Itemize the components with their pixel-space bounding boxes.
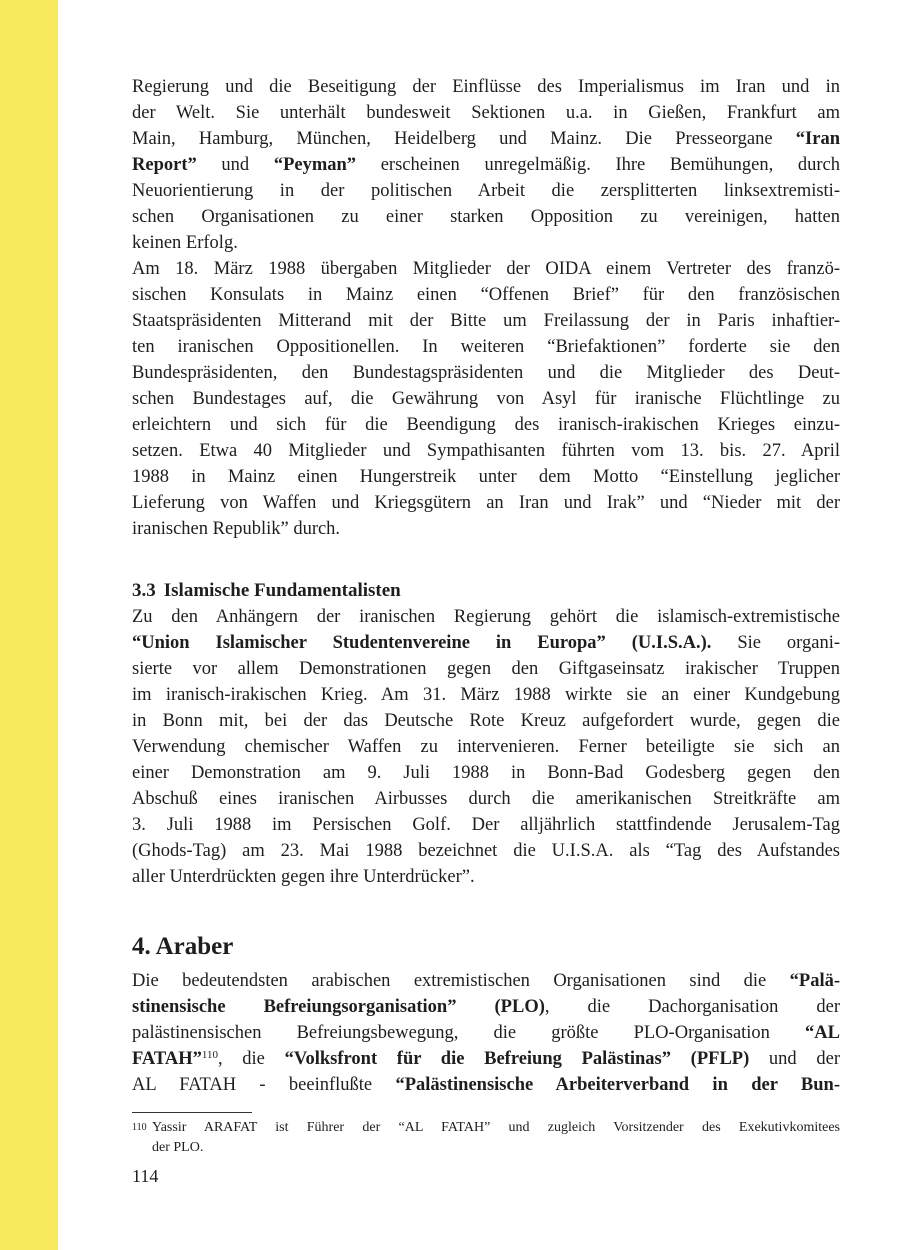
text: erleichtern und sich für die Beendigung des iranisch-irakischen Krieges einzu- xyxy=(132,415,840,435)
text-line xyxy=(132,656,840,682)
text: Zu den Anhängern der iranischen Regierung gehört die islamisch-extremistische xyxy=(132,607,840,627)
text-line xyxy=(132,230,840,256)
text: AL FATAH - beeinflußte xyxy=(132,1075,396,1095)
text: Abschuß eines iranischen Airbusses durch die amerikanischen Streitkräfte am xyxy=(132,789,840,809)
text-line xyxy=(132,682,840,708)
text: setzen. Etwa 40 Mitglieder und Sympathisanten führten vom 13. bis. 27. April xyxy=(132,441,840,461)
text-line xyxy=(132,334,840,360)
text: einer Demonstration am 9. Juli 1988 in Bonn-Bad Godesberg gegen den xyxy=(132,763,840,783)
text-line xyxy=(132,126,840,152)
bold-text: “Iran xyxy=(795,129,840,149)
text: schen Organisationen zu einer starken Opposition zu vereinigen, hatten xyxy=(132,207,840,227)
text-line xyxy=(132,812,840,838)
text: erscheinen unregelmäßig. Ihre Bemühungen, durch xyxy=(356,155,840,175)
text: in Bonn mit, bei der das Deutsche Rote Kreuz aufgefordert wurde, gegen die xyxy=(132,711,840,731)
footnote-line: Yassir ARAFAT ist Führer der “AL FATAH” und zugleich Vorsitzender des Exekutivkomitees xyxy=(152,1120,840,1135)
paragraph xyxy=(132,604,840,890)
text: aller Unterdrückten gegen ihre Unterdrücker”. xyxy=(132,867,475,887)
section-title: Islamische Fundamentalisten xyxy=(163,580,401,601)
text-line xyxy=(132,516,840,542)
text-line xyxy=(132,412,840,438)
text: im iranisch-irakischen Krieg. Am 31. März 1988 wirkte sie an einer Kundgebung xyxy=(132,685,840,705)
text: ten iranischen Oppositionellen. In weiteren “Briefaktionen” forderte sie den xyxy=(132,337,840,357)
text: (Ghods-Tag) am 23. Mai 1988 bezeichnet die U.I.S.A. als “Tag des Aufstandes xyxy=(132,841,840,861)
section-number: 3.3 xyxy=(132,580,156,601)
text: Neuorientierung in der politischen Arbeit die zersplitterten linksextremisti- xyxy=(132,181,840,201)
text-line xyxy=(132,968,840,994)
text: Die bedeutendsten arabischen extremistischen Organisationen sind die xyxy=(132,971,790,991)
page-body xyxy=(132,74,840,1098)
text-line xyxy=(132,438,840,464)
bold-text: FATAH” xyxy=(132,1049,202,1069)
text-line xyxy=(132,760,840,786)
bold-text: “Palä- xyxy=(789,971,840,991)
bold-text: “AL xyxy=(805,1023,840,1043)
footnote xyxy=(132,1118,840,1158)
text-line xyxy=(132,734,840,760)
text: Main, Hamburg, München, Heidelberg und Mainz. Die Presseorgane xyxy=(132,129,796,149)
text: Verwendung chemischer Waffen zu intervenieren. Ferner beteiligte sie sich an xyxy=(132,737,840,757)
text-line xyxy=(132,786,840,812)
text: Regierung und die Beseitigung der Einflüsse des Imperialismus im Iran und in xyxy=(132,77,840,97)
footnote-separator xyxy=(132,1112,252,1113)
text-line xyxy=(132,178,840,204)
text-line xyxy=(132,630,840,656)
text: 3. Juli 1988 im Persischen Golf. Der alljährlich stattfindende Jerusalem-Tag xyxy=(132,815,840,835)
text-line xyxy=(132,838,840,864)
text-line xyxy=(132,360,840,386)
bold-text: “Peyman” xyxy=(273,155,357,175)
text: , die Dachorganisation der xyxy=(544,997,840,1017)
text: palästinensischen Befreiungsbewegung, die größte PLO-Organisation xyxy=(132,1023,806,1043)
text: iranischen Republik” durch. xyxy=(132,519,341,539)
text-line xyxy=(132,708,840,734)
section-heading xyxy=(132,578,840,604)
text-line xyxy=(132,74,840,100)
text-line xyxy=(132,386,840,412)
paragraph xyxy=(132,256,840,542)
text-line xyxy=(132,490,840,516)
text-line xyxy=(132,464,840,490)
text: sierte vor allem Demonstrationen gegen den Giftgaseinsatz irakischer Truppen xyxy=(132,659,840,679)
text-line xyxy=(132,1046,840,1072)
text-line xyxy=(132,864,840,890)
bold-text: stinensische Befreiungsorganisation” (PLO) xyxy=(132,997,545,1017)
footnote-number: 110 xyxy=(132,1122,147,1133)
text: 1988 in Mainz einen Hungerstreik unter dem Motto “Einstellung jeglicher xyxy=(132,467,840,487)
footnote-reference: 110 xyxy=(201,1049,218,1061)
paragraph xyxy=(132,74,840,256)
text: Sie organi- xyxy=(711,633,840,653)
text-line xyxy=(132,1072,840,1098)
text-line xyxy=(132,308,840,334)
text: keinen Erfolg. xyxy=(132,233,238,253)
text: , die xyxy=(217,1049,285,1069)
yellow-margin-highlight xyxy=(0,0,58,1250)
text-line xyxy=(132,204,840,230)
text-line xyxy=(132,152,840,178)
text: Bundespräsidenten, den Bundestagspräsidenten und die Mitglieder des Deut- xyxy=(132,363,840,383)
text-line xyxy=(132,256,840,282)
text: Lieferung von Waffen und Kriegsgütern an Iran und Irak” und “Nieder mit der xyxy=(132,493,840,513)
text: sischen Konsulats in Mainz einen “Offenen Brief” für den französischen xyxy=(132,285,840,305)
text: Am 18. März 1988 übergaben Mitglieder der OIDA einem Vertreter des franzö- xyxy=(132,259,840,279)
page-number: 114 xyxy=(132,1166,159,1186)
text-line xyxy=(132,1020,840,1046)
chapter-heading: 4. Araber xyxy=(132,933,234,960)
bold-text: “Palästinensische Arbeiterverband in der Bun- xyxy=(395,1075,840,1095)
text: schen Bundestages auf, die Gewährung von Asyl für iranische Flüchtlinge zu xyxy=(132,389,840,409)
text: Staatspräsidenten Mitterand mit der Bitte um Freilassung der in Paris inhaftier- xyxy=(132,311,840,331)
text: der Welt. Sie unterhält bundesweit Sektionen u.a. in Gießen, Frankfurt am xyxy=(132,103,840,123)
bold-text: “Volksfront für die Befreiung Palästinas” (PFLP) xyxy=(284,1049,750,1069)
paragraph xyxy=(132,968,840,1098)
bold-text: Report” xyxy=(132,155,197,175)
bold-text: “Union Islamischer Studentenvereine in Europa” (U.I.S.A.). xyxy=(132,633,712,653)
text-line xyxy=(132,100,840,126)
footnote-line: der PLO. xyxy=(152,1140,204,1155)
text-line xyxy=(132,282,840,308)
text: und der xyxy=(749,1049,840,1069)
text-line xyxy=(132,604,840,630)
text-line xyxy=(132,994,840,1020)
text: und xyxy=(196,155,274,175)
